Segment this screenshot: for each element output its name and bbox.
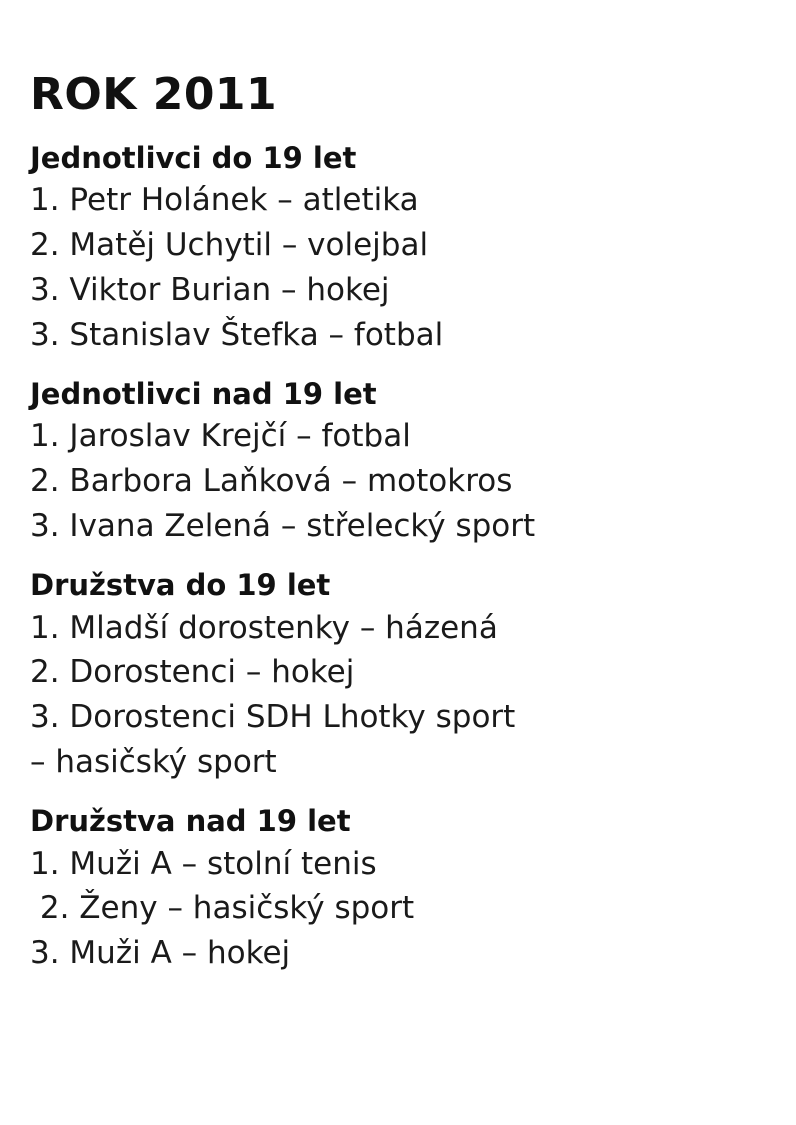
list-item: 3. Ivana Zelená – střelecký sport: [30, 508, 536, 545]
list-item: 1. Muži A – stolní tenis: [30, 845, 377, 882]
list-item: 3. Muži A – hokej: [30, 935, 291, 972]
list-item: 3. Viktor Burian – hokej: [30, 272, 390, 309]
list-item: 2. Barbora Laňková – motokros: [30, 463, 513, 500]
list-item: 2. Matěj Uchytil – volejbal: [30, 227, 429, 264]
section-jednotlivci-nad-19: [30, 376, 766, 549]
section-jednotlivci-do-19: [30, 140, 766, 358]
list-item: 2. Dorostenci – hokej: [30, 654, 355, 691]
list-item: 3. Dorostenci SDH Lhotky sport – hasičský sport: [30, 699, 516, 781]
list-item: 1. Petr Holánek – atletika: [30, 182, 419, 219]
section-druzstva-do-19: [30, 567, 766, 785]
section-heading: Družstva nad 19 let: [30, 804, 351, 839]
section-heading: Družstva do 19 let: [30, 568, 331, 603]
section-druzstva-nad-19: [30, 803, 766, 976]
list-item: 2. Ženy – hasičský sport: [30, 890, 415, 927]
list-item: 1. Mladší dorostenky – házená: [30, 609, 498, 646]
page-title: ROK 2011: [30, 69, 278, 120]
section-heading: Jednotlivci do 19 let: [30, 141, 357, 176]
list-item: 1. Jaroslav Krejčí – fotbal: [30, 418, 411, 455]
list-item: 3. Stanislav Štefka – fotbal: [30, 317, 444, 354]
section-heading: Jednotlivci nad 19 let: [30, 377, 377, 412]
